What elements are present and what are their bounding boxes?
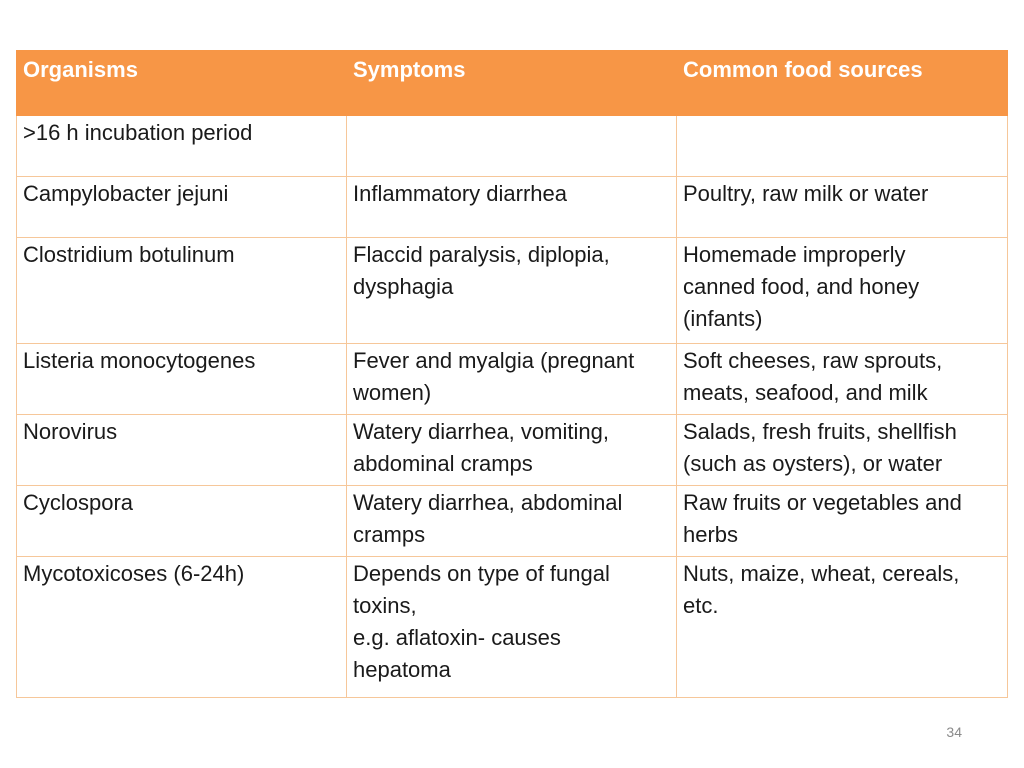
sources-cell	[677, 344, 1008, 415]
cell-line: Listeria monocytogenes	[23, 348, 256, 373]
cell-line: Raw fruits or vegetables and	[683, 490, 962, 515]
cell-line: Depends on type of fungal	[353, 561, 610, 586]
header-organisms: Organisms	[17, 51, 347, 116]
cell-line: Clostridium botulinum	[23, 242, 235, 267]
cell-line: Soft cheeses, raw sprouts,	[683, 348, 943, 373]
sources-cell	[677, 238, 1008, 344]
cell-line: Salads, fresh fruits, shellfish	[683, 419, 957, 444]
symptoms-cell	[347, 415, 677, 486]
organism-cell	[17, 177, 347, 238]
cell-line: >16 h incubation period	[23, 120, 253, 145]
sources-cell	[677, 116, 1008, 177]
sources-cell	[677, 557, 1008, 698]
symptoms-cell	[347, 177, 677, 238]
cell-line: Campylobacter jejuni	[23, 181, 229, 206]
sources-cell	[677, 415, 1008, 486]
table-header-row	[17, 51, 1008, 116]
table-row	[17, 557, 1008, 698]
cell-line: Inflammatory diarrhea	[353, 181, 567, 206]
cell-line: Cyclospora	[23, 490, 134, 515]
symptoms-cell	[347, 116, 677, 177]
food-pathogen-table	[16, 50, 1008, 698]
organism-cell	[17, 415, 347, 486]
table-row	[17, 486, 1008, 557]
cell-line: herbs	[683, 522, 739, 547]
symptoms-cell	[347, 557, 677, 698]
cell-line: Mycotoxicoses (6-24h)	[23, 561, 245, 586]
cell-line: canned food, and honey	[683, 274, 920, 299]
cell-line: toxins,	[353, 593, 417, 618]
header-food-sources: Common food sources	[677, 51, 1008, 116]
cell-line: Flaccid paralysis, diplopia,	[353, 242, 610, 267]
cell-line: cramps	[353, 522, 426, 547]
cell-line: meats, seafood, and milk	[683, 380, 928, 405]
cell-line: Nuts, maize, wheat, cereals,	[683, 561, 960, 586]
organism-cell	[17, 116, 347, 177]
organism-cell	[17, 486, 347, 557]
sources-cell	[677, 177, 1008, 238]
cell-line: abdominal cramps	[353, 451, 533, 476]
symptoms-cell	[347, 238, 677, 344]
cell-line: e.g. aflatoxin- causes	[353, 625, 561, 650]
table-row	[17, 177, 1008, 238]
cell-line: Homemade improperly	[683, 242, 906, 267]
cell-line: (such as oysters), or water	[683, 451, 943, 476]
table-row	[17, 415, 1008, 486]
cell-line: (infants)	[683, 306, 763, 331]
cell-line: dysphagia	[353, 274, 454, 299]
organism-cell	[17, 344, 347, 415]
cell-line: Watery diarrhea, vomiting,	[353, 419, 609, 444]
organism-cell	[17, 557, 347, 698]
cell-line: Fever and myalgia (pregnant	[353, 348, 635, 373]
symptoms-cell	[347, 344, 677, 415]
organism-cell	[17, 238, 347, 344]
table-row	[17, 344, 1008, 415]
table-row	[17, 116, 1008, 177]
sources-cell	[677, 486, 1008, 557]
cell-line: women)	[353, 380, 432, 405]
cell-line: Norovirus	[23, 419, 118, 444]
cell-line: etc.	[683, 593, 719, 618]
header-symptoms: Symptoms	[347, 51, 677, 116]
cell-line: Watery diarrhea, abdominal	[353, 490, 623, 515]
cell-line: hepatoma	[353, 657, 451, 682]
symptoms-cell	[347, 486, 677, 557]
page-number: 34	[946, 724, 962, 740]
cell-line: Poultry, raw milk or water	[683, 181, 929, 206]
table-row	[17, 238, 1008, 344]
